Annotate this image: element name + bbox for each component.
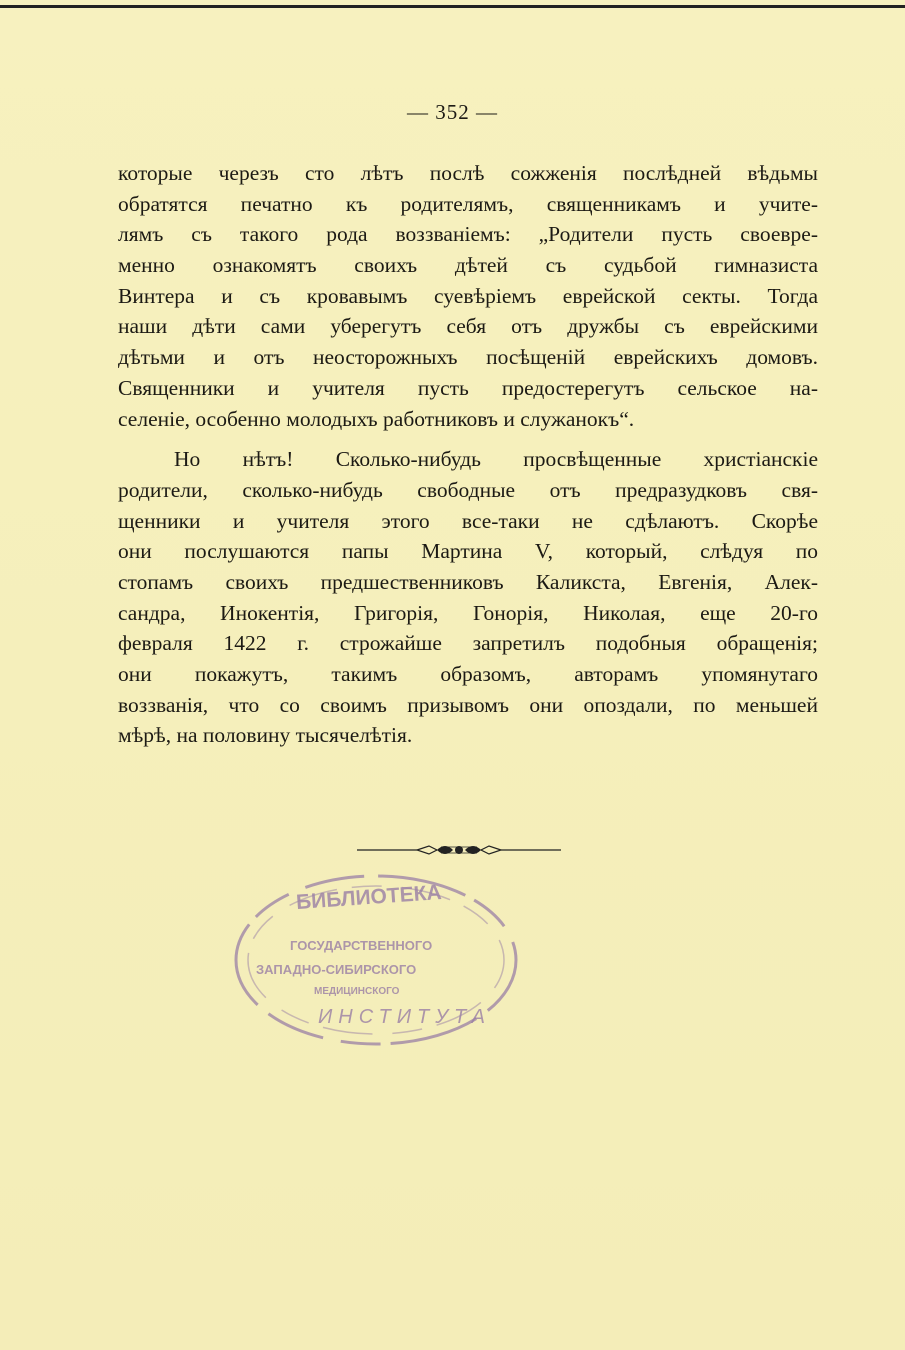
library-stamp bbox=[226, 866, 526, 1056]
text-line: Священники и учителя пусть предостерегутъ сельское на- bbox=[118, 375, 818, 400]
paragraph-2 bbox=[118, 444, 818, 751]
decorative-ornament bbox=[357, 840, 561, 860]
text-line: которые черезъ сто лѣтъ послѣ сожженія послѣдней вѣдьмы bbox=[118, 161, 818, 185]
text-line: родители, сколько-нибудь свободные отъ предразудковъ свя- bbox=[118, 477, 818, 502]
text-line: щенники и учителя этого все-таки не сдѣлаютъ. Скорѣе bbox=[118, 508, 818, 533]
text-line: селеніе, особенно молодыхъ работниковъ и служанокъ“. bbox=[118, 406, 635, 431]
text-line: они покажутъ, такимъ образомъ, авторамъ упомянутаго bbox=[118, 662, 818, 686]
stamp-line-1: БИБЛИОТЕКА bbox=[295, 880, 443, 915]
text-line: февраля 1422 г. строжайше запретилъ подобныя обращенія; bbox=[118, 631, 818, 656]
stamp-line-5: ИНСТИТУТА bbox=[318, 1006, 491, 1028]
text-line: мѣрѣ, на половину тысячелѣтія. bbox=[118, 723, 413, 748]
text-line: сандра, Инокентія, Григорія, Гонорія, Николая, еще 20-го bbox=[118, 600, 818, 625]
top-border-rule bbox=[0, 5, 905, 8]
page-number: — 352 — bbox=[407, 100, 498, 124]
text-line: наши дѣти сами уберегутъ себя отъ дружбы съ еврейскими bbox=[118, 314, 818, 339]
text-line: менно ознакомятъ своихъ дѣтей съ судьбой гимназиста bbox=[118, 253, 818, 278]
stamp-line-2: ГОСУДАРСТВЕННОГО bbox=[290, 938, 433, 953]
text-line: Но нѣтъ! Сколько-нибудь просвѣщенные христіанскіе bbox=[174, 447, 818, 472]
stamp-line-4: МЕДИЦИНСКОГО bbox=[314, 986, 400, 997]
text-line: обратятся печатно къ родителямъ, священникамъ и учите- bbox=[118, 191, 818, 216]
text-line: Винтера и съ кровавымъ суевѣріемъ еврейской секты. Тогда bbox=[118, 283, 818, 308]
stamp-line-3: ЗАПАДНО-СИБИРСКОГО bbox=[256, 962, 417, 977]
text-line: дѣтьми и отъ неосторожныхъ посѣщеній еврейскихъ домовъ. bbox=[118, 345, 818, 370]
text-line: они послушаются папы Мартина V, который, слѣдуя по bbox=[118, 539, 818, 564]
text-line: стопамъ своихъ предшественниковъ Каликста, Евгенія, Алек- bbox=[118, 569, 818, 594]
paragraph-1 bbox=[118, 158, 818, 434]
text-line: лямъ съ такого рода воззваніемъ: „Родители пусть своевре- bbox=[118, 222, 818, 247]
text-line: воззванія, что со своимъ призывомъ они опоздали, по меньшей bbox=[118, 692, 818, 717]
body-text bbox=[118, 158, 818, 751]
